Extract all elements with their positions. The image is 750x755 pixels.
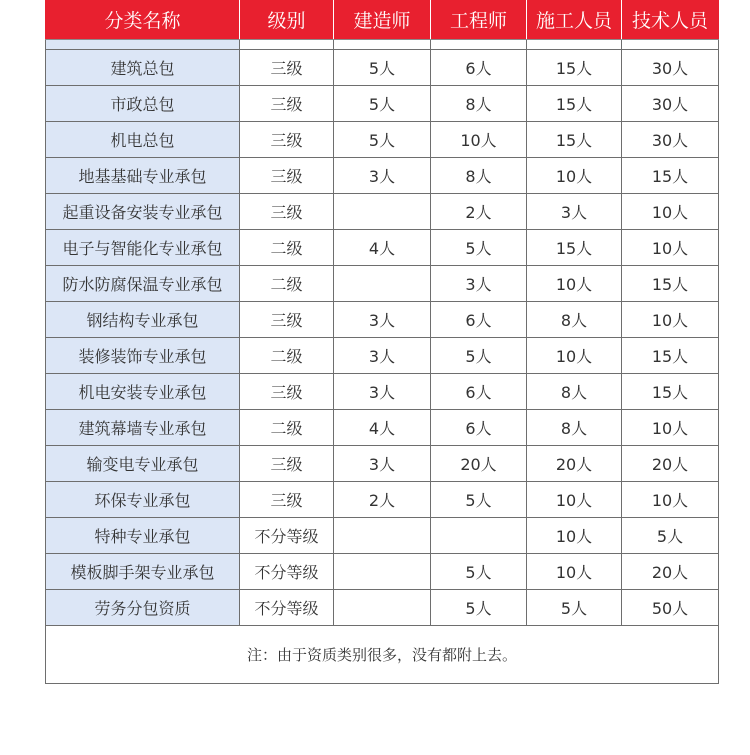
- constructor-cell: 3人: [334, 338, 431, 374]
- category-name-cell: 机电总包: [46, 122, 240, 158]
- technical-staff-cell: 30人: [622, 86, 719, 122]
- level-cell: 三级: [240, 374, 334, 410]
- engineer-cell: 5人: [431, 338, 527, 374]
- table-row: [46, 554, 719, 590]
- qualification-table-container: [45, 0, 718, 684]
- constructor-cell: 3人: [334, 374, 431, 410]
- category-name-cell: 特种专业承包: [46, 518, 240, 554]
- category-name-cell: 市政总包: [46, 86, 240, 122]
- table-row: [46, 338, 719, 374]
- note-row: [46, 626, 719, 684]
- category-name-cell: 装修装饰专业承包: [46, 338, 240, 374]
- table-row: [46, 374, 719, 410]
- engineer-cell: 6人: [431, 302, 527, 338]
- constructor-cell: 3人: [334, 302, 431, 338]
- technical-staff-cell: 10人: [622, 230, 719, 266]
- header-row: [46, 0, 719, 40]
- constructor-cell: [334, 590, 431, 626]
- constructor-cell: [334, 194, 431, 230]
- category-name-cell: 电子与智能化专业承包: [46, 230, 240, 266]
- technical-staff-cell: 30人: [622, 122, 719, 158]
- table-spacer-row: [46, 40, 719, 50]
- technical-staff-cell: 10人: [622, 194, 719, 230]
- table-row: [46, 50, 719, 86]
- construction-staff-cell: 8人: [527, 302, 622, 338]
- level-cell: 三级: [240, 50, 334, 86]
- engineer-cell: 3人: [431, 266, 527, 302]
- technical-staff-cell: 15人: [622, 374, 719, 410]
- table-row: [46, 158, 719, 194]
- table-row: [46, 302, 719, 338]
- construction-staff-cell: 10人: [527, 482, 622, 518]
- constructor-cell: 4人: [334, 230, 431, 266]
- construction-staff-cell: 3人: [527, 194, 622, 230]
- constructor-cell: 5人: [334, 122, 431, 158]
- constructor-cell: 5人: [334, 86, 431, 122]
- engineer-cell: 10人: [431, 122, 527, 158]
- table-row: [46, 266, 719, 302]
- header-level: 级别: [240, 0, 334, 40]
- engineer-cell: 8人: [431, 158, 527, 194]
- category-name-cell: 输变电专业承包: [46, 446, 240, 482]
- engineer-cell: 5人: [431, 554, 527, 590]
- level-cell: 不分等级: [240, 518, 334, 554]
- category-name-cell: 建筑总包: [46, 50, 240, 86]
- level-cell: 二级: [240, 230, 334, 266]
- engineer-cell: 8人: [431, 86, 527, 122]
- constructor-cell: 3人: [334, 158, 431, 194]
- category-name-cell: 地基基础专业承包: [46, 158, 240, 194]
- header-construction-staff: 施工人员: [527, 0, 622, 40]
- constructor-cell: [334, 518, 431, 554]
- level-cell: 不分等级: [240, 590, 334, 626]
- construction-staff-cell: 20人: [527, 446, 622, 482]
- level-cell: 三级: [240, 86, 334, 122]
- technical-staff-cell: 20人: [622, 554, 719, 590]
- category-name-cell: 钢结构专业承包: [46, 302, 240, 338]
- construction-staff-cell: 10人: [527, 266, 622, 302]
- engineer-cell: 6人: [431, 50, 527, 86]
- table-row: [46, 590, 719, 626]
- table-body: [46, 40, 719, 684]
- level-cell: 三级: [240, 122, 334, 158]
- category-name-cell: 建筑幕墙专业承包: [46, 410, 240, 446]
- technical-staff-cell: 15人: [622, 338, 719, 374]
- category-name-cell: 模板脚手架专业承包: [46, 554, 240, 590]
- construction-staff-cell: 5人: [527, 590, 622, 626]
- technical-staff-cell: 5人: [622, 518, 719, 554]
- engineer-cell: 5人: [431, 482, 527, 518]
- category-name-cell: 起重设备安装专业承包: [46, 194, 240, 230]
- table-row: [46, 230, 719, 266]
- table-row: [46, 482, 719, 518]
- header-constructor: 建造师: [334, 0, 431, 40]
- construction-staff-cell: 15人: [527, 230, 622, 266]
- construction-staff-cell: 15人: [527, 86, 622, 122]
- category-name-cell: 劳务分包资质: [46, 590, 240, 626]
- technical-staff-cell: 10人: [622, 410, 719, 446]
- technical-staff-cell: 10人: [622, 482, 719, 518]
- engineer-cell: 5人: [431, 230, 527, 266]
- table-row: [46, 518, 719, 554]
- header-engineer: 工程师: [431, 0, 527, 40]
- technical-staff-cell: 30人: [622, 50, 719, 86]
- technical-staff-cell: 10人: [622, 302, 719, 338]
- table-row: [46, 122, 719, 158]
- constructor-cell: 3人: [334, 446, 431, 482]
- construction-staff-cell: 10人: [527, 554, 622, 590]
- level-cell: 三级: [240, 446, 334, 482]
- construction-staff-cell: 10人: [527, 158, 622, 194]
- category-name-cell: 防水防腐保温专业承包: [46, 266, 240, 302]
- engineer-cell: 6人: [431, 374, 527, 410]
- category-name-cell: 环保专业承包: [46, 482, 240, 518]
- table-row: [46, 86, 719, 122]
- constructor-cell: 5人: [334, 50, 431, 86]
- table-row: [46, 446, 719, 482]
- engineer-cell: 20人: [431, 446, 527, 482]
- category-name-cell: 机电安装专业承包: [46, 374, 240, 410]
- technical-staff-cell: 50人: [622, 590, 719, 626]
- level-cell: 三级: [240, 194, 334, 230]
- engineer-cell: [431, 518, 527, 554]
- level-cell: 三级: [240, 302, 334, 338]
- engineer-cell: 6人: [431, 410, 527, 446]
- construction-staff-cell: 15人: [527, 122, 622, 158]
- construction-staff-cell: 8人: [527, 374, 622, 410]
- construction-staff-cell: 8人: [527, 410, 622, 446]
- construction-staff-cell: 10人: [527, 338, 622, 374]
- construction-staff-cell: 10人: [527, 518, 622, 554]
- constructor-cell: [334, 266, 431, 302]
- table-note: 注：由于资质类别很多，没有都附上去。: [46, 626, 719, 684]
- level-cell: 二级: [240, 410, 334, 446]
- construction-staff-cell: 15人: [527, 50, 622, 86]
- table-row: [46, 194, 719, 230]
- table-row: [46, 410, 719, 446]
- level-cell: 不分等级: [240, 554, 334, 590]
- constructor-cell: [334, 554, 431, 590]
- engineer-cell: 5人: [431, 590, 527, 626]
- header-technical-staff: 技术人员: [622, 0, 719, 40]
- header-category-name: 分类名称: [46, 0, 240, 40]
- level-cell: 三级: [240, 158, 334, 194]
- qualification-table: [45, 0, 719, 684]
- table-header: [46, 0, 719, 40]
- technical-staff-cell: 15人: [622, 158, 719, 194]
- level-cell: 二级: [240, 266, 334, 302]
- constructor-cell: 4人: [334, 410, 431, 446]
- constructor-cell: 2人: [334, 482, 431, 518]
- technical-staff-cell: 20人: [622, 446, 719, 482]
- level-cell: 三级: [240, 482, 334, 518]
- technical-staff-cell: 15人: [622, 266, 719, 302]
- engineer-cell: 2人: [431, 194, 527, 230]
- level-cell: 二级: [240, 338, 334, 374]
